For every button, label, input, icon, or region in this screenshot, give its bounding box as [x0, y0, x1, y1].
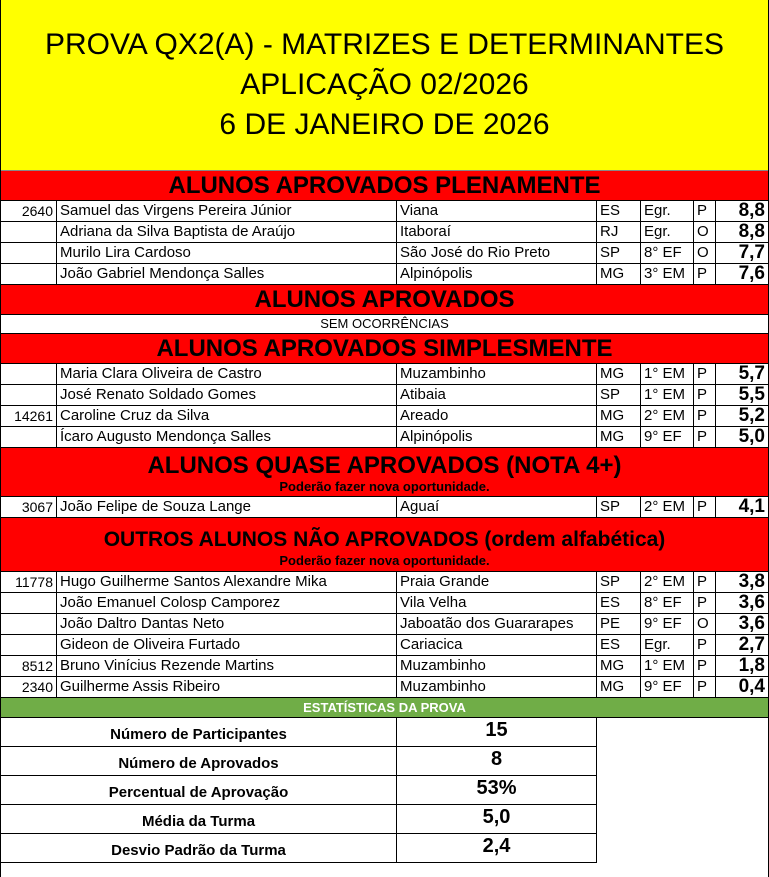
student-name: Maria Clara Oliveira de Castro — [57, 364, 397, 384]
student-city: Cariacica — [397, 635, 597, 655]
student-grade: 4,1 — [738, 497, 765, 517]
student-city: Aguaí — [397, 497, 597, 517]
student-type: P — [694, 593, 716, 613]
student-type: P — [694, 656, 716, 676]
student-grade: 3,6 — [738, 593, 765, 613]
student-level: 8° EF — [641, 593, 694, 613]
table-row — [1, 593, 768, 614]
section-header-aprovados — [1, 285, 768, 315]
student-id — [1, 243, 57, 263]
section-title: ALUNOS QUASE APROVADOS (NOTA 4+) — [147, 452, 622, 479]
stat-label: Número de Participantes — [1, 718, 397, 747]
student-name: Gideon de Oliveira Furtado — [57, 635, 397, 655]
page-header — [1, 0, 768, 171]
student-state: MG — [597, 364, 641, 384]
student-type: P — [694, 364, 716, 384]
section-title: ALUNOS APROVADOS — [254, 286, 515, 313]
stat-row — [1, 834, 768, 863]
student-grade: 8,8 — [738, 222, 765, 242]
student-state: MG — [597, 656, 641, 676]
student-id: 8512 — [1, 656, 57, 676]
student-city: Atibaia — [397, 385, 597, 405]
stats-title: ESTATÍSTICAS DA PROVA — [1, 698, 768, 718]
student-city: Itaboraí — [397, 222, 597, 242]
student-type: P — [694, 201, 716, 221]
student-name: Hugo Guilherme Santos Alexandre Mika — [57, 572, 397, 592]
student-type: P — [694, 677, 716, 697]
student-city: Jaboatão dos Guararapes — [397, 614, 597, 634]
student-name: Caroline Cruz da Silva — [57, 406, 397, 426]
student-grade: 5,7 — [738, 364, 765, 384]
student-list-plenamente — [1, 201, 768, 285]
student-id — [1, 264, 57, 284]
student-state: MG — [597, 427, 641, 447]
student-type: P — [694, 406, 716, 426]
student-id: 3067 — [1, 497, 57, 517]
stat-value: 53% — [397, 776, 597, 805]
student-grade: 3,6 — [738, 614, 765, 634]
student-state: ES — [597, 593, 641, 613]
student-name: João Emanuel Colosp Camporez — [57, 593, 397, 613]
student-type: P — [694, 427, 716, 447]
table-row — [1, 677, 768, 698]
student-list-quase — [1, 497, 768, 518]
student-id — [1, 385, 57, 405]
exam-date: 6 DE JANEIRO DE 2026 — [219, 108, 550, 141]
student-state: SP — [597, 497, 641, 517]
student-type: P — [694, 385, 716, 405]
table-row — [1, 427, 768, 448]
student-name: Guilherme Assis Ribeiro — [57, 677, 397, 697]
table-row — [1, 497, 768, 518]
table-row — [1, 364, 768, 385]
student-city: Muzambinho — [397, 656, 597, 676]
student-level: 8° EF — [641, 243, 694, 263]
stat-value: 8 — [397, 747, 597, 776]
section-header-plenamente — [1, 171, 768, 201]
student-level: 9° EF — [641, 427, 694, 447]
student-name: Adriana da Silva Baptista de Araújo — [57, 222, 397, 242]
student-id — [1, 635, 57, 655]
student-state: SP — [597, 385, 641, 405]
student-grade: 2,7 — [738, 635, 765, 655]
student-id: 2640 — [1, 201, 57, 221]
table-row — [1, 614, 768, 635]
student-state: ES — [597, 201, 641, 221]
student-grade: 0,4 — [738, 677, 765, 697]
student-grade: 8,8 — [738, 201, 765, 221]
stat-value: 2,4 — [397, 834, 597, 863]
student-level: 2° EM — [641, 406, 694, 426]
student-type: P — [694, 572, 716, 592]
student-city: Muzambinho — [397, 677, 597, 697]
student-name: Ícaro Augusto Mendonça Salles — [57, 427, 397, 447]
student-id — [1, 593, 57, 613]
stat-row — [1, 718, 768, 747]
student-level: 1° EM — [641, 364, 694, 384]
student-level: 3° EM — [641, 264, 694, 284]
student-type: O — [694, 222, 716, 242]
student-state: MG — [597, 264, 641, 284]
student-state: RJ — [597, 222, 641, 242]
student-level: 2° EM — [641, 497, 694, 517]
student-level: 1° EM — [641, 385, 694, 405]
student-level: Egr. — [641, 222, 694, 242]
student-type: P — [694, 635, 716, 655]
student-state: SP — [597, 243, 641, 263]
student-name: João Daltro Dantas Neto — [57, 614, 397, 634]
student-grade: 7,6 — [738, 264, 765, 284]
student-id — [1, 614, 57, 634]
student-name: João Felipe de Souza Lange — [57, 497, 397, 517]
student-city: Vila Velha — [397, 593, 597, 613]
student-level: 2° EM — [641, 572, 694, 592]
student-level: 9° EF — [641, 614, 694, 634]
section-header-outros — [1, 518, 768, 572]
section-title: ALUNOS APROVADOS PLENAMENTE — [168, 172, 601, 199]
student-city: Alpinópolis — [397, 427, 597, 447]
stat-label: Número de Aprovados — [1, 747, 397, 776]
student-state: SP — [597, 572, 641, 592]
table-row — [1, 656, 768, 677]
student-grade: 7,7 — [738, 243, 765, 263]
table-row — [1, 385, 768, 406]
student-name: Samuel das Virgens Pereira Júnior — [57, 201, 397, 221]
section-title: OUTROS ALUNOS NÃO APROVADOS (ordem alfabética) — [103, 528, 666, 551]
student-type: O — [694, 614, 716, 634]
student-name: Bruno Vinícius Rezende Martins — [57, 656, 397, 676]
student-state: PE — [597, 614, 641, 634]
student-city: Muzambinho — [397, 364, 597, 384]
student-id: 11778 — [1, 572, 57, 592]
stat-row — [1, 776, 768, 805]
table-row — [1, 243, 768, 264]
student-level: Egr. — [641, 635, 694, 655]
student-id — [1, 427, 57, 447]
student-city: São José do Rio Preto — [397, 243, 597, 263]
student-type: O — [694, 243, 716, 263]
table-row — [1, 264, 768, 285]
stats-table — [1, 718, 768, 863]
section-header-simplesmente — [1, 334, 768, 364]
student-id — [1, 364, 57, 384]
student-type: P — [694, 497, 716, 517]
student-grade: 5,5 — [738, 385, 765, 405]
stat-label: Percentual de Aprovação — [1, 776, 397, 805]
student-id — [1, 222, 57, 242]
student-id: 2340 — [1, 677, 57, 697]
student-list-outros — [1, 572, 768, 698]
table-row — [1, 572, 768, 593]
student-state: MG — [597, 406, 641, 426]
stat-label: Desvio Padrão da Turma — [1, 834, 397, 863]
stat-row — [1, 747, 768, 776]
student-list-simplesmente — [1, 364, 768, 448]
student-grade: 5,0 — [738, 427, 765, 447]
student-state: MG — [597, 677, 641, 697]
student-grade: 1,8 — [738, 656, 765, 676]
table-row — [1, 635, 768, 656]
student-id: 14261 — [1, 406, 57, 426]
student-city: Alpinópolis — [397, 264, 597, 284]
student-state: ES — [597, 635, 641, 655]
student-level: Egr. — [641, 201, 694, 221]
student-city: Praia Grande — [397, 572, 597, 592]
table-row — [1, 406, 768, 427]
student-level: 1° EM — [641, 656, 694, 676]
student-name: João Gabriel Mendonça Salles — [57, 264, 397, 284]
student-level: 9° EF — [641, 677, 694, 697]
student-type: P — [694, 264, 716, 284]
stat-label: Média da Turma — [1, 805, 397, 834]
student-grade: 5,2 — [738, 406, 765, 426]
student-city: Areado — [397, 406, 597, 426]
section-subtitle: Poderão fazer nova oportunidade. — [279, 553, 490, 568]
table-row — [1, 222, 768, 243]
student-city: Viana — [397, 201, 597, 221]
section-title: ALUNOS APROVADOS SIMPLESMENTE — [156, 335, 613, 362]
section-subtitle: Poderão fazer nova oportunidade. — [279, 479, 490, 494]
application-label: APLICAÇÃO 02/2026 — [240, 68, 529, 101]
section-header-quase — [1, 448, 768, 497]
stat-row — [1, 805, 768, 834]
student-name: Murilo Lira Cardoso — [57, 243, 397, 263]
stat-value: 15 — [397, 718, 597, 747]
stat-value: 5,0 — [397, 805, 597, 834]
page-title: PROVA QX2(A) - MATRIZES E DETERMINANTES — [45, 28, 724, 61]
no-occurrences-note: SEM OCORRÊNCIAS — [1, 315, 768, 334]
student-grade: 3,8 — [738, 572, 765, 592]
student-name: José Renato Soldado Gomes — [57, 385, 397, 405]
table-row — [1, 201, 768, 222]
